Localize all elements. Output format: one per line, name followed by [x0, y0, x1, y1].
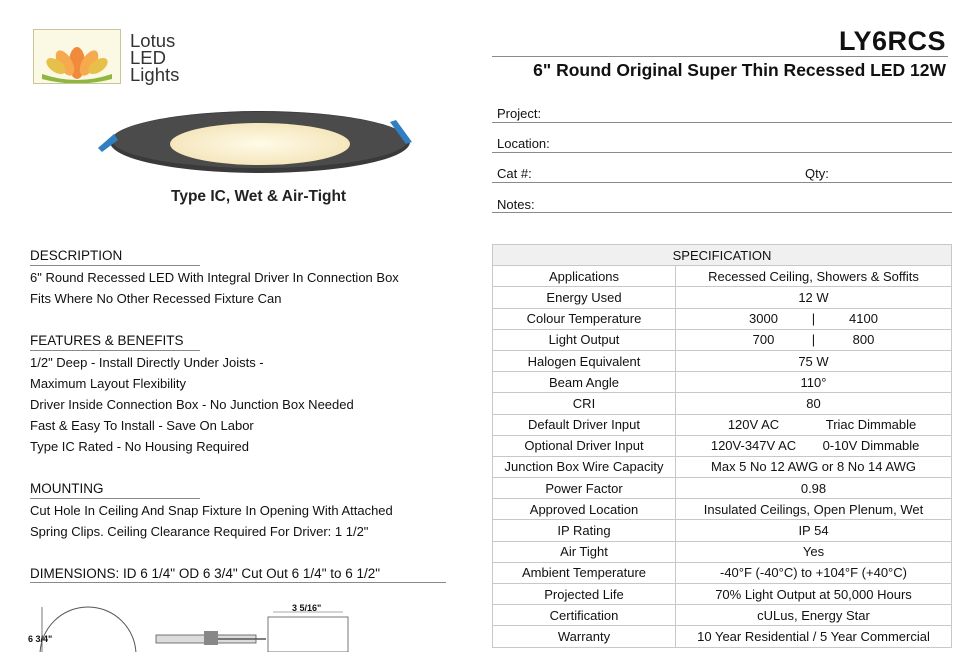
spec-separator: |: [811, 311, 816, 327]
location-field[interactable]: [492, 152, 952, 153]
product-title: 6" Round Original Super Thin Recessed LED 12W: [533, 60, 946, 80]
project-field[interactable]: [492, 122, 952, 123]
spec-separator: |: [811, 332, 816, 348]
spec-value-split: [676, 414, 952, 435]
spec-value: 80: [676, 393, 952, 414]
spec-label: Junction Box Wire Capacity: [493, 456, 676, 477]
spec-label: IP Rating: [493, 520, 676, 541]
cat-label: Cat #:: [497, 166, 532, 181]
spec-label: Halogen Equivalent: [493, 350, 676, 371]
location-label: Location:: [497, 136, 550, 151]
spec-value: 75 W: [676, 350, 952, 371]
feature-line: Driver Inside Connection Box - No Junction Box Needed: [30, 397, 354, 412]
spec-value-a: 120V-347V AC: [710, 438, 797, 454]
spec-value: 0.98: [676, 478, 952, 499]
features-divider: [30, 350, 200, 351]
spec-value-b: Triac Dimmable: [825, 417, 917, 433]
spec-label: Light Output: [493, 329, 676, 350]
spec-row: [493, 541, 952, 562]
product-caption: Type IC, Wet & Air-Tight: [171, 188, 347, 205]
spec-label: Approved Location: [493, 499, 676, 520]
feature-line: Type IC Rated - No Housing Required: [30, 439, 249, 454]
spec-label: Beam Angle: [493, 372, 676, 393]
logo-mark: [33, 29, 121, 84]
spec-row: [493, 308, 952, 329]
spec-value-split: [676, 329, 952, 350]
model-number: LY6RCS: [838, 26, 946, 56]
spec-row: [493, 393, 952, 414]
product-image: [90, 100, 420, 180]
mounting-heading: MOUNTING: [30, 481, 104, 496]
spec-row: [493, 520, 952, 541]
spec-value: 70% Light Output at 50,000 Hours: [676, 584, 952, 605]
qty-label: Qty:: [805, 166, 829, 181]
spec-value-b: 4100: [849, 311, 878, 327]
drawing-od-label: 6 3/4": [28, 634, 53, 644]
cat-qty-field[interactable]: [492, 182, 952, 183]
spec-value: Recessed Ceiling, Showers & Soffits: [676, 266, 952, 287]
spec-value-a: 700: [752, 332, 775, 348]
logo-wordmark: [130, 32, 179, 83]
mounting-line: Cut Hole In Ceiling And Snap Fixture In Opening With Attached: [30, 503, 393, 518]
spec-value-a: 120V AC: [727, 417, 780, 433]
logo-line-3: Lights: [130, 64, 180, 85]
notes-label: Notes:: [497, 197, 535, 212]
spec-row: [493, 562, 952, 583]
spec-header-row: [493, 245, 952, 266]
notes-field[interactable]: [492, 212, 952, 213]
lotus-flower-icon: [34, 30, 120, 83]
spec-row: [493, 414, 952, 435]
feature-line: Fast & Easy To Install - Save On Labor: [30, 418, 254, 433]
spec-heading: SPECIFICATION: [493, 245, 952, 266]
spec-row: [493, 605, 952, 626]
spec-label: Ambient Temperature: [493, 562, 676, 583]
spec-value: Insulated Ceilings, Open Plenum, Wet: [676, 499, 952, 520]
spec-label: Power Factor: [493, 478, 676, 499]
description-line: Fits Where No Other Recessed Fixture Can: [30, 291, 282, 306]
mounting-line: Spring Clips. Ceiling Clearance Required For Driver: 1 1/2": [30, 524, 369, 539]
spec-label: Energy Used: [493, 287, 676, 308]
drawing-length-label: 3 5/16": [292, 603, 322, 613]
description-line: 6" Round Recessed LED With Integral Driver In Connection Box: [30, 270, 399, 285]
project-label: Project:: [497, 106, 542, 121]
dimensions-text: DIMENSIONS: ID 6 1/4" OD 6 3/4" Cut Out 6 1/4" to 6 1/2": [30, 566, 381, 581]
spec-value-b: 800: [852, 332, 875, 348]
spec-row: [493, 287, 952, 308]
header-divider: [492, 56, 948, 57]
spec-label: Warranty: [493, 626, 676, 647]
spec-row: [493, 626, 952, 647]
spec-value: 110°: [676, 372, 952, 393]
spec-row: [493, 478, 952, 499]
spec-row: [493, 329, 952, 350]
mounting-divider: [30, 498, 200, 499]
feature-line: 1/2" Deep - Install Directly Under Joists -: [30, 355, 264, 370]
spec-value: 12 W: [676, 287, 952, 308]
spec-label: Certification: [493, 605, 676, 626]
spec-row: [493, 456, 952, 477]
spec-value-b: 0-10V Dimmable: [822, 438, 920, 454]
spec-row: [493, 266, 952, 287]
spec-row: [493, 584, 952, 605]
spec-value-split: [676, 435, 952, 456]
spec-label: Colour Temperature: [493, 308, 676, 329]
spec-label: Projected Life: [493, 584, 676, 605]
spec-label: Default Driver Input: [493, 414, 676, 435]
logo-line-1: Lotus: [130, 30, 176, 51]
spec-label: CRI: [493, 393, 676, 414]
spec-label: Optional Driver Input: [493, 435, 676, 456]
description-divider: [30, 265, 200, 266]
spec-value: IP 54: [676, 520, 952, 541]
spec-value: cULus, Energy Star: [676, 605, 952, 626]
specification-table: [492, 244, 952, 648]
spec-value: Max 5 No 12 AWG or 8 No 14 AWG: [676, 456, 952, 477]
spec-row: [493, 372, 952, 393]
spec-value-a: 3000: [749, 311, 778, 327]
spec-row: [493, 435, 952, 456]
features-heading: FEATURES & BENEFITS: [30, 333, 184, 348]
spec-label: Applications: [493, 266, 676, 287]
spec-value: 10 Year Residential / 5 Year Commercial: [676, 626, 952, 647]
spec-value-split: [676, 308, 952, 329]
feature-line: Maximum Layout Flexibility: [30, 376, 187, 391]
dimensions-divider: [30, 582, 446, 583]
spec-row: [493, 499, 952, 520]
spec-value: Yes: [676, 541, 952, 562]
spec-label: Air Tight: [493, 541, 676, 562]
spec-value: -40°F (-40°C) to +104°F (+40°C): [676, 562, 952, 583]
logo-line-2: LED: [130, 47, 166, 68]
spec-row: [493, 350, 952, 371]
description-heading: DESCRIPTION: [30, 248, 123, 263]
